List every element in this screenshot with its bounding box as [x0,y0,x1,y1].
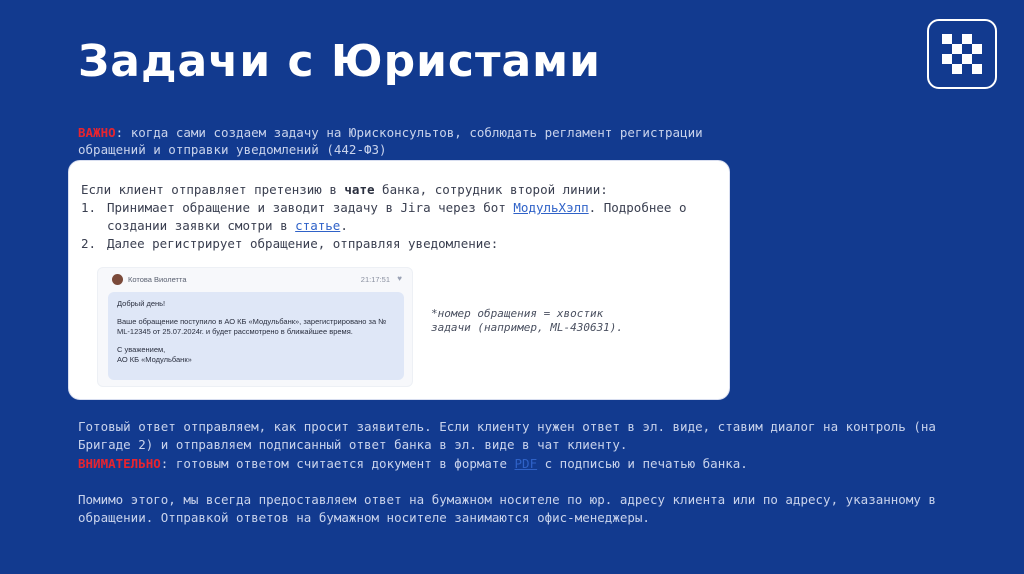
answer-paragraph: Готовый ответ отправляем, как просит заявитель. Если клиенту нужен ответ в эл. виде, ставим диалог на контроль (на Бригаде 2) и отправляем подписанный ответ банка в эл. виде в чат клиенту. [78,419,936,452]
step-item [81,235,715,253]
message-signature: С уважением, [117,345,166,354]
step-text: Далее регистрирует обращение, отправляя уведомление: [107,236,499,251]
chat-screenshot [97,267,413,387]
message-bubble [108,292,404,380]
lead-text: Если клиент отправляет претензию в [81,182,345,197]
step-number: 1. [81,200,97,215]
important-text: : когда сами создаем задачу на Юрисконсультов, соблюдать регламент регистрации обращений и отправки уведомлений (442-ФЗ) [78,125,703,157]
message-signature-bank: АО КБ «Модульбанк» [117,355,192,364]
ticket-number-note: *номер обращения = хвостик задачи (например, ML-430631). [431,307,624,334]
lead-text-end: банка, сотрудник второй линии: [374,182,608,197]
attention-note [78,455,958,473]
step-text-part: Принимает обращение и заводит задачу в Jira через бот [107,200,514,215]
paper-answer-paragraph: Помимо этого, мы всегда предоставляем ответ на бумажном носителе по юр. адресу клиента или по адресу, указанному в обращении. Отправкой ответов на бумажном носителе занимаются офис-менеджеры. [78,492,936,525]
important-label: ВАЖНО [78,125,116,140]
step-text [107,199,715,235]
step-number: 2. [81,236,97,251]
step-text-part: . Подробнее о создании заявки смотри в [107,200,687,233]
card-lead [81,181,715,199]
message-time: 21:17:51 [360,275,390,284]
message-greeting: Добрый день! [117,299,166,308]
attention-label: ВНИМАТЕЛЬНО [78,456,161,471]
instruction-card [68,160,730,400]
article-link[interactable]: статье [295,218,341,233]
heart-icon: ♥ [397,274,402,283]
attention-text: : готовым ответом считается документ в формате [160,456,515,471]
lead-bold: чате [344,182,375,197]
important-note [78,124,718,158]
message-body: Ваше обращение поступило в АО КБ «Модульбанк», зарегистрировано за № ML-12345 от 25.07.2024г. и будет рассмотрено в ближайшее время. [117,317,387,336]
pdf-link[interactable]: PDF [514,456,538,471]
slide-title: Задачи с Юристами [78,36,601,87]
attention-text-end: с подписью и печатью банка. [537,456,748,471]
chat-header [112,274,402,286]
avatar [112,274,123,285]
sender-name: Котова Виолетта [128,275,187,284]
modulhelp-link[interactable]: МодульХэлп [513,200,589,215]
steps-list [81,199,715,253]
modulbank-logo-icon [927,19,997,89]
step-item [81,199,715,235]
step-text-part: . [340,218,348,233]
